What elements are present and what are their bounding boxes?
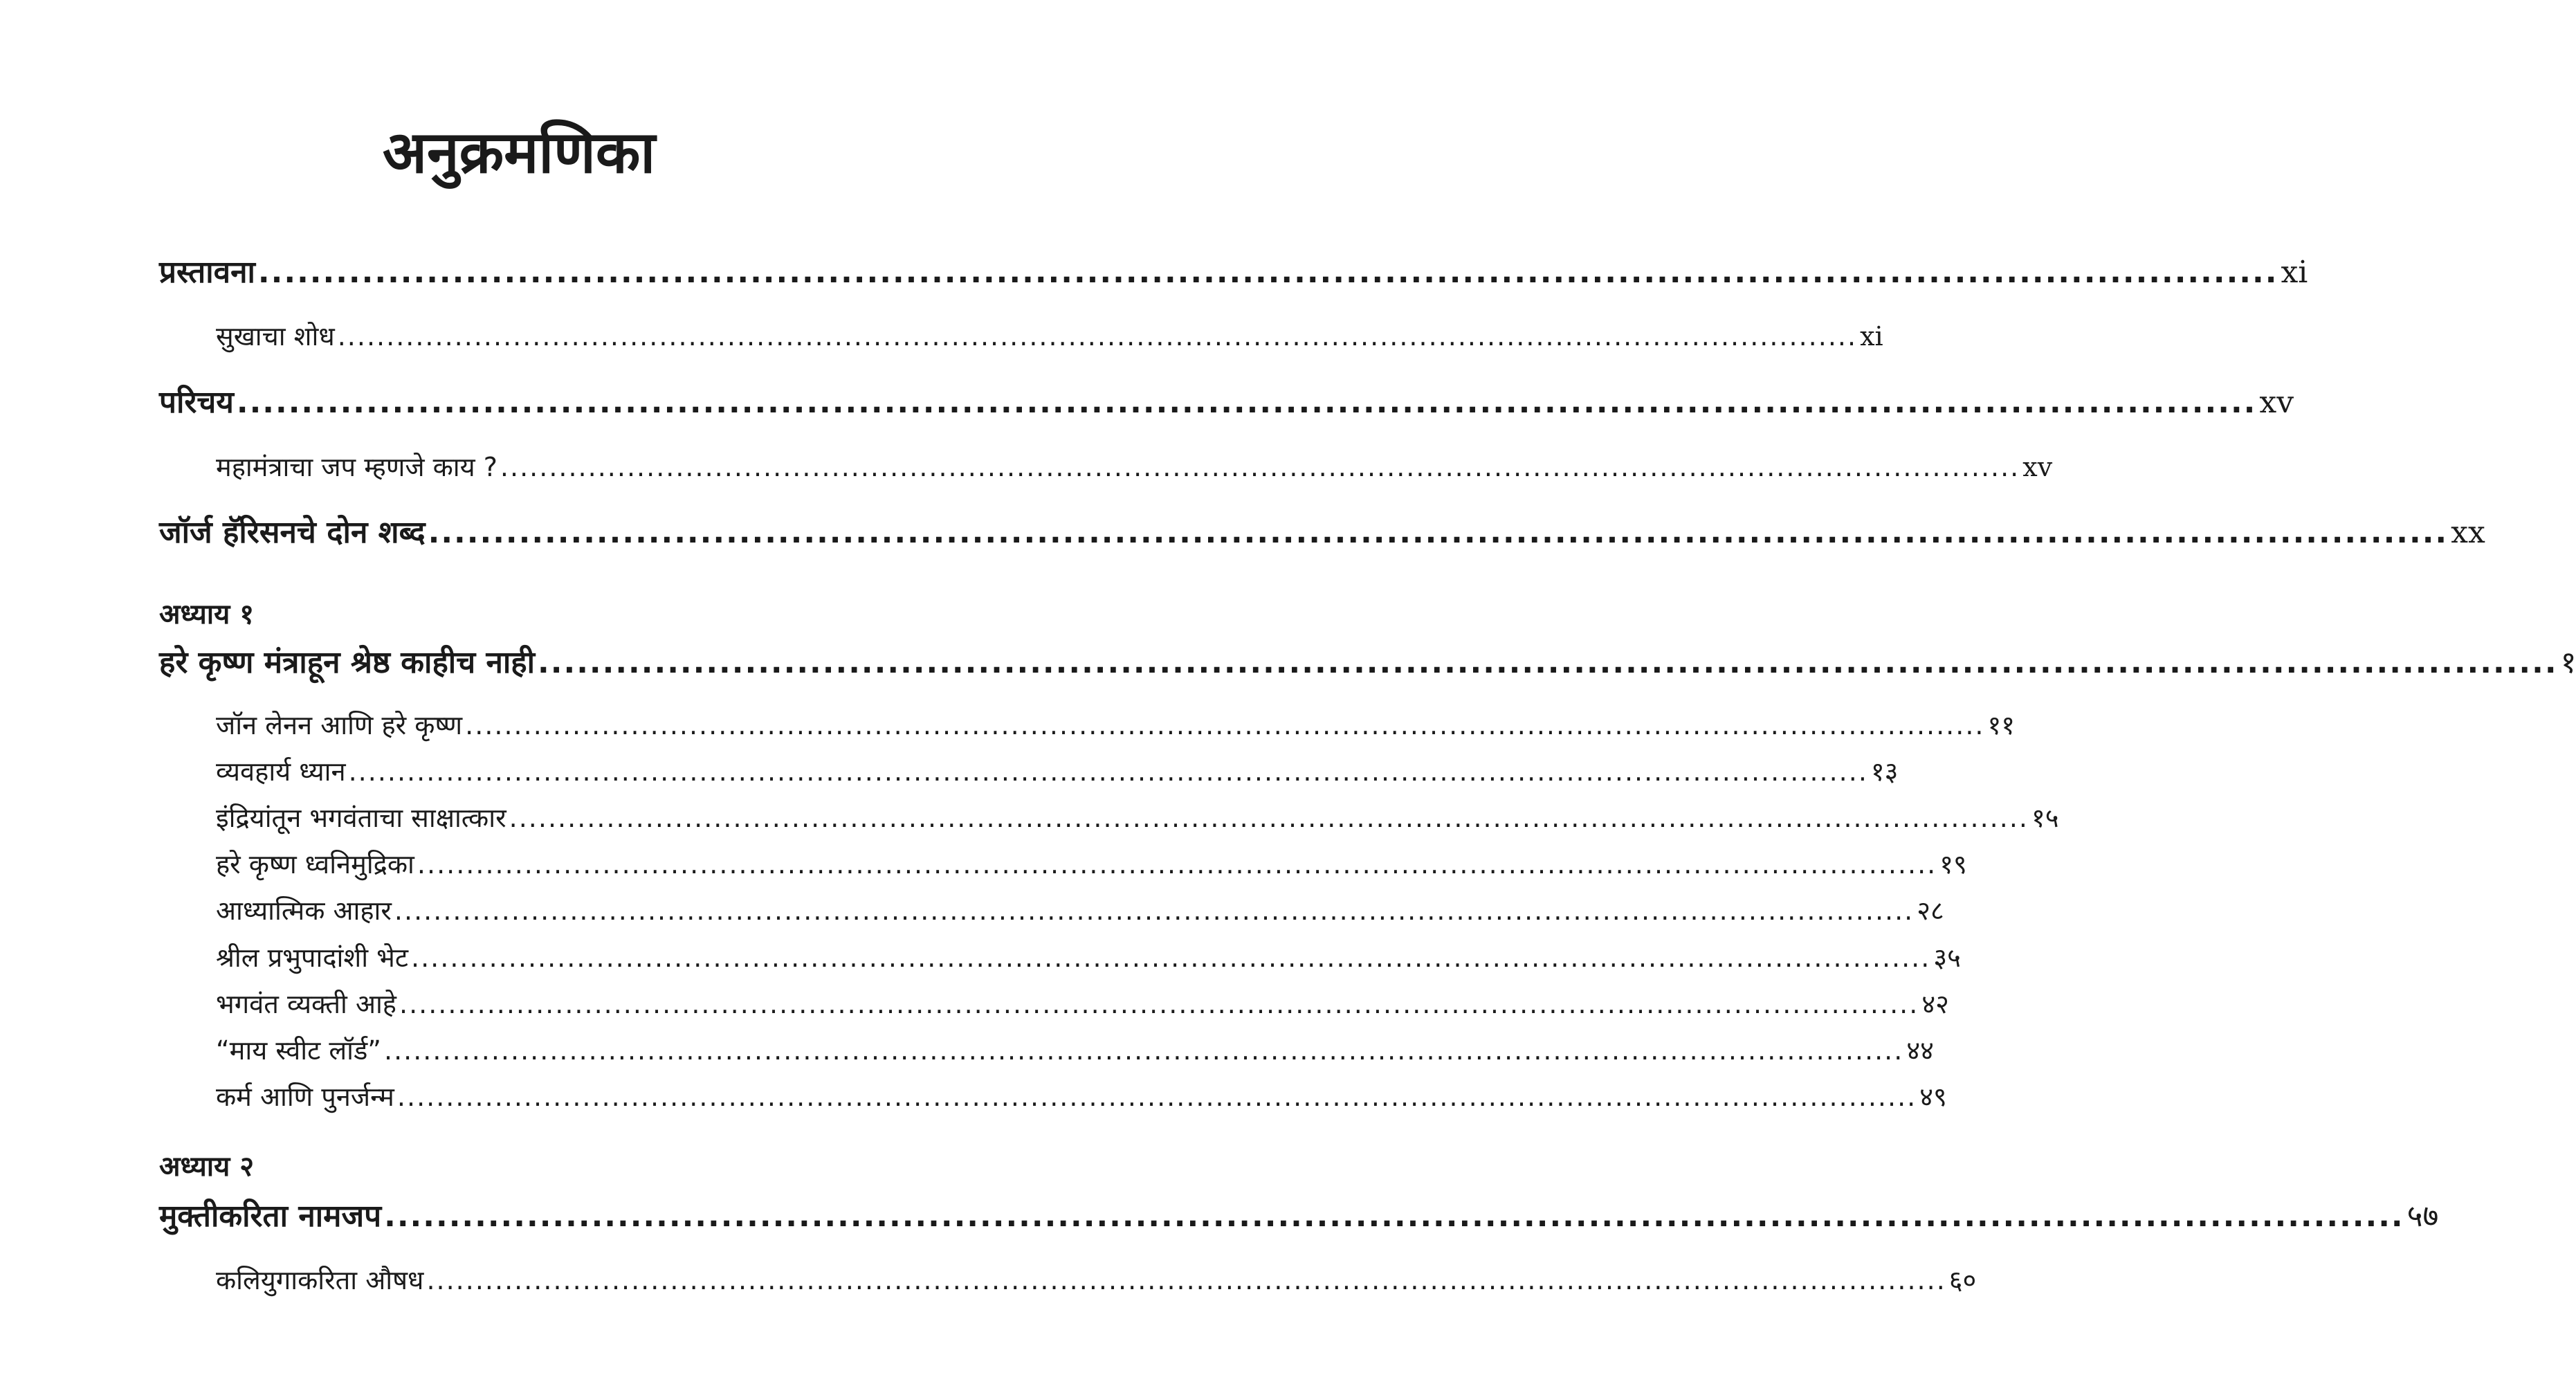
dot-leader: ............................................................................................................................................................ — [417, 849, 1937, 880]
toc-entry-title: “माय स्वीट लॉर्ड” — [216, 1035, 381, 1066]
toc-entry-practical-meditation[interactable] — [216, 752, 1899, 791]
chapter-2-label: अध्याय २ — [159, 1151, 255, 1183]
dot-leader: ............................................................................................................................................................ — [426, 1265, 1946, 1295]
toc-entry-title: इंद्रियांतून भगवंताचा साक्षात्कार — [216, 803, 506, 833]
dot-leader: ............................................................................................................................................................ — [337, 321, 1858, 352]
toc-entry-prastavana[interactable] — [159, 252, 2308, 293]
toc-entry-page: ४४ — [1906, 1035, 1934, 1066]
dot-leader: ............................................................................................................................................................ — [465, 710, 1985, 740]
toc-entry-my-sweet-lord[interactable] — [216, 1031, 1934, 1070]
toc-entry-page: १३ — [1870, 756, 1899, 787]
dot-leader: ............................................................................................................................................................ — [509, 803, 2029, 833]
toc-entry-title: श्रील प्रभुपादांशी भेट — [216, 943, 408, 973]
toc-entry-title: मुक्तीकरिता नामजप — [159, 1199, 382, 1234]
dot-leader: ............................................................................................................................................................ — [396, 1082, 1917, 1112]
toc-entry-mahamantra-jap[interactable] — [216, 448, 2053, 486]
dot-leader: ............................................................................................................................................................ — [257, 255, 2278, 290]
toc-entry-title: हरे कृष्ण मंत्राहून श्रेष्ठ काहीच नाही — [159, 645, 536, 680]
toc-entry-page: xx — [2451, 515, 2485, 550]
chapter-1-label: अध्याय १ — [159, 599, 255, 630]
toc-entry-sukhacha-shodh[interactable] — [216, 317, 1883, 356]
dot-leader: ............................................................................................................................................................ — [384, 1199, 2404, 1234]
dot-leader: ............................................................................................................................................................ — [428, 515, 2449, 550]
toc-entry-parichay[interactable] — [159, 382, 2294, 424]
toc-entry-god-is-person[interactable] — [216, 985, 1949, 1023]
toc-entry-chapter-2[interactable] — [159, 1196, 2439, 1237]
toc-entry-page: १५ — [2031, 803, 2059, 833]
dot-leader: ............................................................................................................................................................ — [399, 989, 1919, 1019]
toc-entry-page: ४२ — [1921, 989, 1949, 1019]
toc-entry-spiritual-food[interactable] — [216, 891, 1944, 930]
dot-leader: ............................................................................................................................................................ — [394, 895, 1915, 926]
toc-entry-title: सुखाचा शोध — [216, 321, 335, 352]
toc-entry-page: xv — [2259, 385, 2294, 420]
toc-entry-title: परिचय — [159, 385, 234, 420]
toc-entry-title: महामंत्राचा जप म्हणजे काय ? — [216, 452, 497, 482]
toc-entry-title: आध्यात्मिक आहार — [216, 895, 392, 926]
dot-leader: ............................................................................................................................................................ — [236, 385, 2257, 420]
toc-entry-page: xv — [2022, 452, 2053, 482]
dot-leader: ............................................................................................................................................................ — [500, 452, 2020, 482]
toc-entry-page: xi — [1860, 321, 1883, 352]
toc-entry-george-harrison[interactable] — [159, 512, 2485, 554]
toc-entry-page: २८ — [1917, 895, 1944, 926]
toc-entry-karma-rebirth[interactable] — [216, 1077, 1947, 1116]
toc-entry-title: भगवंत व्यक्ती आहे — [216, 989, 396, 1019]
toc-entry-page: ११ — [1987, 710, 2016, 740]
toc-entry-title: कर्म आणि पुनर्जन्म — [216, 1082, 394, 1112]
toc-entry-chapter-1[interactable] — [159, 642, 2576, 684]
page-title: अनुक्रमणिका — [382, 118, 656, 186]
toc-entry-title: हरे कृष्ण ध्वनिमुद्रिका — [216, 849, 414, 880]
toc-entry-page: १९ — [1939, 849, 1967, 880]
toc-entry-page: १ — [2560, 645, 2576, 680]
toc-entry-kaliyuga-medicine[interactable] — [216, 1261, 1977, 1300]
toc-entry-john-lennon[interactable] — [216, 706, 2016, 745]
toc-entry-page: ३५ — [1933, 943, 1961, 973]
dot-leader: ............................................................................................................................................................ — [411, 943, 1931, 973]
toc-entry-page: xi — [2281, 255, 2308, 290]
dot-leader: ............................................................................................................................................................ — [348, 756, 1868, 787]
dot-leader: ............................................................................................................................................................ — [383, 1035, 1904, 1066]
toc-entry-page: ४९ — [1919, 1082, 1947, 1112]
toc-entry-senses-realization[interactable] — [216, 799, 2059, 837]
toc-entry-page: ५७ — [2406, 1199, 2439, 1234]
toc-entry-page: ६० — [1948, 1265, 1977, 1295]
toc-entry-title: कलियुगाकरिता औषध — [216, 1265, 424, 1295]
toc-entry-title: जॉर्ज हॅरिसनचे दोन शब्द — [159, 515, 426, 550]
toc-entry-title: जॉन लेनन आणि हरे कृष्ण — [216, 710, 463, 740]
dot-leader: ............................................................................................................................................................ — [538, 645, 2558, 680]
toc-entry-hare-krishna-record[interactable] — [216, 845, 1967, 884]
toc-entry-title: प्रस्तावना — [159, 255, 255, 290]
toc-entry-title: व्यवहार्य ध्यान — [216, 756, 346, 787]
toc-entry-meeting-prabhupada[interactable] — [216, 938, 1961, 977]
